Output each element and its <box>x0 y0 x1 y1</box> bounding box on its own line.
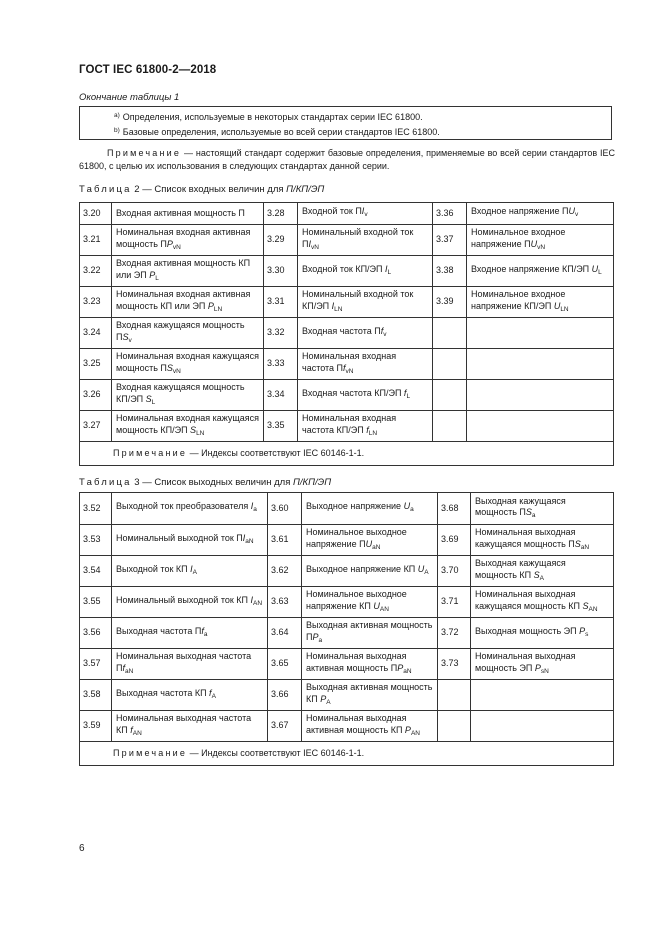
symbol: f <box>209 687 212 698</box>
term-definition: Номинальная выходная мощность ЭП $P_{sN}$ <box>471 649 614 680</box>
symbol: I <box>331 300 335 311</box>
term-definition: Входной ток КП/ЭП $I_L$ <box>298 256 433 287</box>
symbol: f <box>343 362 346 373</box>
term-number: 3.58 <box>80 680 112 711</box>
symbol: S <box>582 600 589 611</box>
table-row <box>80 525 614 556</box>
term-number <box>433 349 467 380</box>
symbol-index: A <box>192 568 197 576</box>
term-number: 3.29 <box>264 225 298 256</box>
table-row <box>80 711 614 742</box>
symbol-index: A <box>539 574 544 582</box>
footnote-b: $^{b)}$ Базовые определения, используемые во всей серии стандартов IEC 61800. <box>114 127 440 137</box>
symbol: P <box>579 625 586 636</box>
table-row <box>80 618 614 649</box>
symbol-index: vN <box>172 367 181 375</box>
symbol-index: a <box>253 506 257 514</box>
term-definition <box>467 380 614 411</box>
symbol: P <box>207 300 214 311</box>
symbol-index: A <box>424 568 429 576</box>
symbol-index: A <box>326 698 331 706</box>
table3-caption: Таблица 3 — Список выходных величин для П/КП/ЭП <box>79 477 332 488</box>
symbol: I <box>250 501 254 512</box>
term-definition: Выходная кажущаяся мощность $ПS_a$ <box>471 493 614 525</box>
symbol-index: vN <box>172 243 181 251</box>
symbol: P <box>534 662 541 673</box>
symbol: P <box>166 238 173 249</box>
symbol-index: LN <box>196 429 205 437</box>
term-number <box>438 680 471 711</box>
symbol: f <box>130 724 133 735</box>
table-note-row <box>80 742 614 766</box>
symbol-index: A <box>211 692 216 700</box>
term-number: 3.35 <box>264 411 298 442</box>
symbol-index: AN <box>588 605 598 613</box>
term-number: 3.62 <box>268 556 302 587</box>
term-number <box>433 380 467 411</box>
term-number: 3.33 <box>264 349 298 380</box>
symbol-index: a <box>318 636 323 644</box>
term-number <box>433 318 467 349</box>
table-note: Примечание — Индексы соответствуют IEC 60146-1-1. <box>80 742 614 766</box>
term-number: 3.64 <box>268 618 302 649</box>
term-definition: Номинальное входное напряжение КП/ЭП $U_{LN}$ <box>467 287 614 318</box>
term-definition: Номинальное входное напряжение $ПU_{vN}$ <box>467 225 614 256</box>
symbol-index: v <box>128 336 132 344</box>
term-definition: Входное напряжение $ПU_v$ <box>467 203 614 225</box>
symbol-index: a <box>410 506 414 514</box>
symbol-index: aN <box>124 667 134 675</box>
table-row <box>80 349 614 380</box>
symbol-index: aN <box>403 667 412 675</box>
term-number: 3.32 <box>264 318 298 349</box>
term-definition: Номинальная входная кажущаяся мощность КП/ЭП $S_{LN}$ <box>112 411 264 442</box>
term-number: 3.31 <box>264 287 298 318</box>
term-definition: Номинальная входная частота $Пf_{vN}$ <box>298 349 433 380</box>
symbol: U <box>553 300 561 311</box>
term-definition: Номинальный выходной ток КП $I_{AN}$ <box>112 587 268 618</box>
symbol-index: L <box>151 398 156 406</box>
term-definition: Входная активная мощность П <box>112 203 264 225</box>
symbol: S <box>166 362 173 373</box>
symbol: f <box>403 387 407 398</box>
symbol: S <box>533 569 540 580</box>
symbol: P <box>320 693 327 704</box>
symbol: I <box>361 206 365 217</box>
term-number: 3.63 <box>268 587 302 618</box>
symbol-index: v <box>364 211 368 219</box>
term-definition: Номинальная выходная кажущаяся мощность КП $S_{AN}$ <box>471 587 614 618</box>
table-row <box>80 556 614 587</box>
symbol-index: aN <box>245 537 254 545</box>
term-number: 3.28 <box>264 203 298 225</box>
symbol: S <box>145 393 152 404</box>
term-definition: Номинальная выходная частота $Пf_{aN}$ <box>112 649 268 680</box>
term-definition <box>467 349 614 380</box>
term-definition: Входное напряжение КП/ЭП $U_L$ <box>467 256 614 287</box>
term-number: 3.65 <box>268 649 302 680</box>
term-definition: Выходная мощность ЭП $P_s$ <box>471 618 614 649</box>
table-row <box>80 318 614 349</box>
term-definition: Номинальная входная активная мощность $ПP_{vN}$ <box>112 225 264 256</box>
symbol-index: L <box>155 274 159 282</box>
term-definition: Выходная активная мощность $ПP_a$ <box>302 618 438 649</box>
note-text: — настоящий стандарт содержит базовые определения, применяемые во всей серии стандартов IEC 61800, с целью их использования в следующих стандартах данной серии. <box>79 148 615 171</box>
table-row <box>80 256 614 287</box>
symbol: U <box>365 538 373 549</box>
table-row <box>80 203 614 225</box>
symbol-index: AN <box>379 605 389 613</box>
symbol-index: L <box>598 268 602 276</box>
table-row <box>80 287 614 318</box>
term-number: 3.52 <box>80 493 112 525</box>
symbol-index: AN <box>253 599 263 607</box>
symbol: S <box>525 507 532 517</box>
term-definition: Номинальный входной ток $ПI_{vN}$ <box>298 225 433 256</box>
term-definition: Номинальная входная активная мощность КП или ЭП $P_{LN}$ <box>112 287 264 318</box>
table-note-row <box>80 442 614 466</box>
term-number: 3.22 <box>80 256 112 287</box>
term-number: 3.21 <box>80 225 112 256</box>
term-number: 3.55 <box>80 587 112 618</box>
symbol-index: a <box>203 630 208 638</box>
term-number: 3.61 <box>268 525 302 556</box>
term-number: 3.36 <box>433 203 467 225</box>
symbol: I <box>242 532 246 543</box>
symbol: f <box>201 625 204 636</box>
symbol: U <box>591 263 599 274</box>
symbol-index: v <box>574 211 579 219</box>
term-definition: Номинальный выходной ток $ПI_{aN}$ <box>112 525 268 556</box>
term-definition: Выходная активная мощность КП $P_A$ <box>302 680 438 711</box>
table-row <box>80 225 614 256</box>
term-definition: Входная частота $Пf_v$ <box>298 318 433 349</box>
note-label: Примечание <box>107 148 182 158</box>
input-quantities-table <box>79 202 614 466</box>
symbol: U <box>530 238 538 249</box>
term-definition <box>467 411 614 442</box>
term-definition: Выходной ток преобразователя $I_a$ <box>112 493 268 525</box>
symbol: S <box>574 538 581 549</box>
term-number: 3.26 <box>80 380 112 411</box>
table-row <box>80 493 614 525</box>
symbol-index: LN <box>368 429 378 437</box>
symbol: P <box>312 631 319 642</box>
table1-footnotes-box <box>79 106 612 140</box>
term-definition: Номинальная выходная активная мощность КП $P_{AN}$ <box>302 711 438 742</box>
table-note: Примечание — Индексы соответствуют IEC 60146-1-1. <box>80 442 614 466</box>
term-number: 3.73 <box>438 649 471 680</box>
symbol-index: LN <box>334 305 343 313</box>
symbol: P <box>149 269 156 280</box>
page-header-title: ГОСТ IEC 61800-2—2018 <box>79 64 217 76</box>
standard-note <box>79 147 615 172</box>
symbol-index: a <box>531 512 536 519</box>
term-definition: Входная активная мощность КП или ЭП $P_L$ <box>112 256 264 287</box>
term-definition: Номинальное выходное напряжение $ПU_{aN}$ <box>302 525 438 556</box>
term-definition: Выходная частота КП $f_A$ <box>112 680 268 711</box>
term-definition: Выходная кажущаяся мощность КП $S_A$ <box>471 556 614 587</box>
term-number: 3.71 <box>438 587 471 618</box>
symbol: f <box>122 662 125 673</box>
table1-end-caption: Окончание таблицы 1 <box>79 92 180 103</box>
term-number <box>438 711 471 742</box>
symbol: I <box>308 238 311 249</box>
term-number: 3.70 <box>438 556 471 587</box>
table-row <box>80 680 614 711</box>
symbol-index: L <box>387 268 392 276</box>
term-number: 3.34 <box>264 380 298 411</box>
term-number: 3.56 <box>80 618 112 649</box>
term-definition: Выходное напряжение КП $U_A$ <box>302 556 438 587</box>
symbol: I <box>384 263 388 274</box>
term-number: 3.67 <box>268 711 302 742</box>
term-number: 3.66 <box>268 680 302 711</box>
symbol: S <box>122 331 129 342</box>
symbol-index: v <box>383 330 387 338</box>
symbol: P <box>404 724 411 735</box>
term-number: 3.38 <box>433 256 467 287</box>
table-row <box>80 411 614 442</box>
term-definition: Номинальная выходная кажущаяся мощность $ПS_{aN}$ <box>471 525 614 556</box>
symbol-index: AN <box>410 729 420 737</box>
term-definition: Номинальный входной ток КП/ЭП $I_{LN}$ <box>298 287 433 318</box>
term-number: 3.20 <box>80 203 112 225</box>
term-number <box>433 411 467 442</box>
symbol-index: LN <box>213 305 223 313</box>
term-number: 3.39 <box>433 287 467 318</box>
symbol: I <box>250 594 254 605</box>
symbol: S <box>190 424 197 435</box>
symbol: f <box>380 325 384 336</box>
symbol: U <box>417 563 425 574</box>
term-number: 3.23 <box>80 287 112 318</box>
symbol: U <box>568 206 575 217</box>
page-number: 6 <box>79 843 85 854</box>
term-number: 3.57 <box>80 649 112 680</box>
term-definition <box>471 711 614 742</box>
term-number: 3.24 <box>80 318 112 349</box>
symbol-index: vN <box>345 367 354 375</box>
symbol-index: L <box>406 392 411 400</box>
term-definition: Номинальное выходное напряжение КП $U_{AN}$ <box>302 587 438 618</box>
term-number: 3.60 <box>268 493 302 525</box>
term-definition: Номинальная входная частота КП/ЭП $f_{LN}$ <box>298 411 433 442</box>
term-number: 3.27 <box>80 411 112 442</box>
symbol: U <box>373 600 380 611</box>
symbol-index: vN <box>537 243 546 251</box>
symbol: I <box>190 563 193 574</box>
term-definition: Выходная частота $Пf_a$ <box>112 618 268 649</box>
term-number: 3.68 <box>438 493 471 525</box>
symbol: f <box>366 424 369 435</box>
term-number: 3.53 <box>80 525 112 556</box>
term-definition: Входная частота КП/ЭП $f_L$ <box>298 380 433 411</box>
term-definition: Номинальная выходная активная мощность $ПP_{aN}$ <box>302 649 438 680</box>
term-number: 3.59 <box>80 711 112 742</box>
term-number: 3.54 <box>80 556 112 587</box>
symbol-index: LN <box>560 305 569 313</box>
term-number: 3.30 <box>264 256 298 287</box>
output-quantities-table <box>79 492 614 766</box>
term-definition: Номинальная входная кажущаяся мощность $ПS_{vN}$ <box>112 349 264 380</box>
term-definition: Входная кажущаяся мощность $ПS_v$ <box>112 318 264 349</box>
term-definition: Входной ток $ПI_v$ <box>298 203 433 225</box>
table-row <box>80 649 614 680</box>
symbol-index: s <box>585 630 589 638</box>
symbol-index: vN <box>310 243 319 251</box>
table-row <box>80 380 614 411</box>
term-definition: Выходной ток КП $I_A$ <box>112 556 268 587</box>
term-definition <box>467 318 614 349</box>
term-number: 3.25 <box>80 349 112 380</box>
term-definition: Номинальная выходная частота КП $f_{AN}$ <box>112 711 268 742</box>
term-definition: Входная кажущаяся мощность КП/ЭП $S_L$ <box>112 380 264 411</box>
table-row <box>80 587 614 618</box>
symbol-index: sN <box>540 667 549 675</box>
term-number: 3.72 <box>438 618 471 649</box>
symbol-index: AN <box>132 729 142 737</box>
footnote-a: $^{a)}$ Определения, используемые в некоторых стандартах серии IEC 61800. <box>114 112 423 122</box>
term-definition: Выходное напряжение $U_a$ <box>302 493 438 525</box>
term-number: 3.69 <box>438 525 471 556</box>
symbol-index: aN <box>580 543 590 551</box>
symbol-index: aN <box>372 543 381 551</box>
table2-caption: Таблица 2 — Список входных величин для П/КП/ЭП <box>79 184 325 195</box>
term-definition <box>471 680 614 711</box>
symbol: P <box>397 662 404 673</box>
term-number: 3.37 <box>433 225 467 256</box>
symbol: U <box>403 501 411 512</box>
